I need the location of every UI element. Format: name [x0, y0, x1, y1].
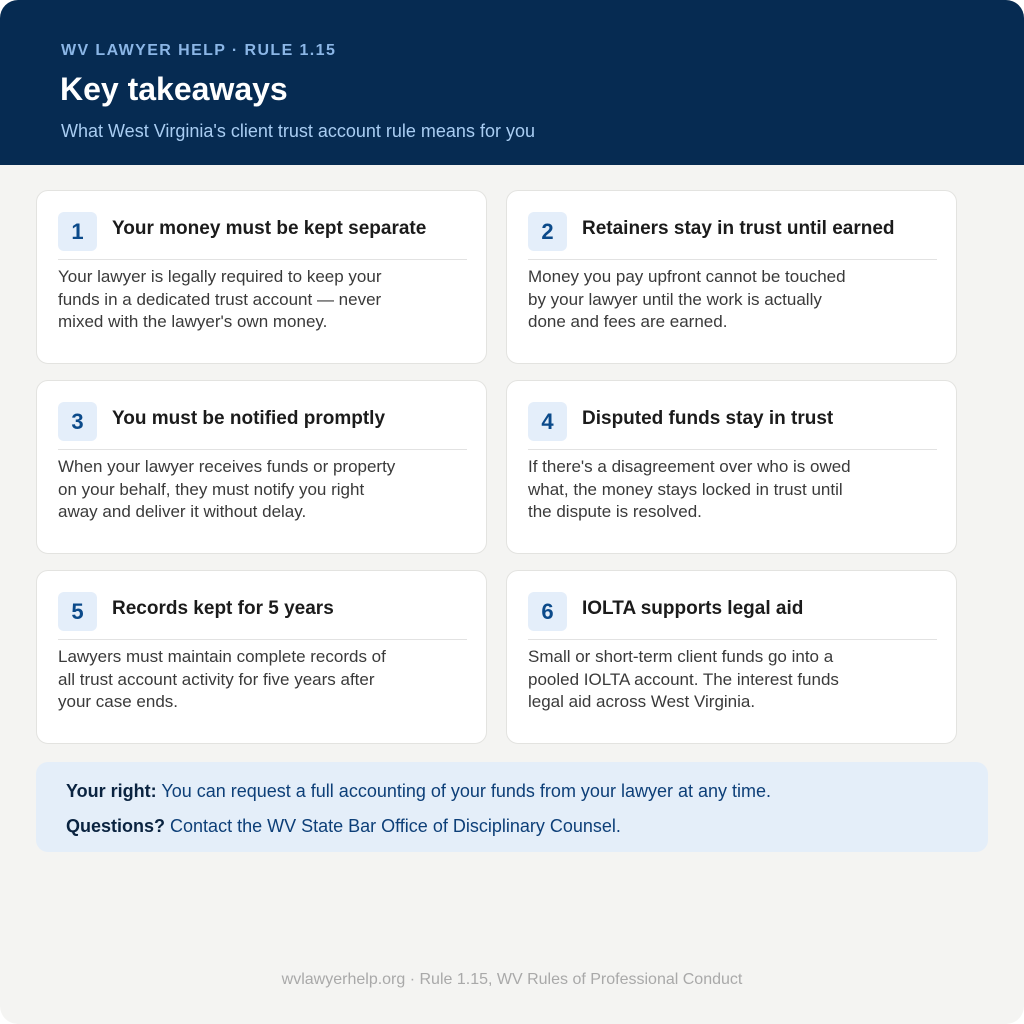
card-divider [58, 639, 467, 640]
body-line: If there's a disagreement over who is owed [528, 457, 851, 476]
card-divider [528, 639, 937, 640]
card-title: You must be notified promptly [112, 408, 386, 429]
body-line: away and deliver it without delay. [58, 502, 307, 521]
card-body [528, 456, 888, 524]
body-line: done and fees are earned. [528, 312, 728, 331]
card-title: Retainers stay in trust until earned [582, 218, 895, 239]
card-body [528, 646, 888, 714]
card-title: Disputed funds stay in trust [582, 408, 834, 429]
body-line: pooled IOLTA account. The interest funds [528, 669, 839, 689]
page-subtitle: What West Virginia's client trust account rule means for you [61, 121, 535, 141]
your-right-label: Your right: [66, 781, 157, 801]
body-line: by your lawyer until the work is actually [528, 289, 822, 309]
takeaway-card [36, 570, 487, 744]
header-banner [0, 0, 1024, 165]
body-line: Your lawyer is legally required to keep your [58, 267, 382, 286]
number-badge: 3 [58, 402, 97, 441]
body-line: the dispute is resolved. [528, 502, 702, 521]
rights-callout [36, 762, 988, 852]
questions-line [66, 816, 621, 837]
your-right-text: You can request a full accounting of your funds from your lawyer at any time. [161, 781, 772, 801]
number-badge: 4 [528, 402, 567, 441]
body-line: on your behalf, they must notify you right [58, 479, 365, 499]
body-line: your case ends. [58, 692, 179, 711]
card-divider [58, 259, 467, 260]
body-line: When your lawyer receives funds or property [58, 457, 396, 476]
body-line: mixed with the lawyer's own money. [58, 312, 328, 331]
eyebrow-label: WV LAWYER HELP · RULE 1.15 [61, 42, 337, 59]
card-body [58, 266, 418, 334]
card-body [58, 456, 418, 524]
body-line: Small or short-term client funds go into a [528, 647, 834, 666]
body-line: Money you pay upfront cannot be touched [528, 267, 846, 286]
card-body [58, 646, 418, 714]
number-badge: 5 [58, 592, 97, 631]
your-right-line [66, 781, 771, 802]
takeaway-card [506, 190, 957, 364]
body-line: Lawyers must maintain complete records of [58, 647, 386, 666]
number-badge: 2 [528, 212, 567, 251]
takeaway-card [36, 190, 487, 364]
takeaway-card [506, 380, 957, 554]
body-line: funds in a dedicated trust account — never [58, 289, 382, 309]
questions-label: Questions? [66, 816, 166, 836]
card-body [528, 266, 888, 334]
number-badge: 6 [528, 592, 567, 631]
card-title: Your money must be kept separate [112, 218, 427, 239]
body-line: all trust account activity for five years after [58, 669, 375, 689]
card-divider [528, 259, 937, 260]
card-divider [528, 449, 937, 450]
page-title: Key takeaways [60, 71, 288, 107]
takeaway-card [506, 570, 957, 744]
body-line: what, the money stays locked in trust until [528, 479, 843, 499]
takeaway-card [36, 380, 487, 554]
card-title: IOLTA supports legal aid [582, 598, 804, 619]
number-badge: 1 [58, 212, 97, 251]
card-divider [58, 449, 467, 450]
body-line: legal aid across West Virginia. [528, 692, 756, 711]
questions-text: Contact the WV State Bar Office of Disciplinary Counsel. [170, 816, 621, 836]
footer-source: wvlawyerhelp.org · Rule 1.15, WV Rules of Professional Conduct [281, 971, 743, 988]
card-title: Records kept for 5 years [112, 598, 334, 619]
